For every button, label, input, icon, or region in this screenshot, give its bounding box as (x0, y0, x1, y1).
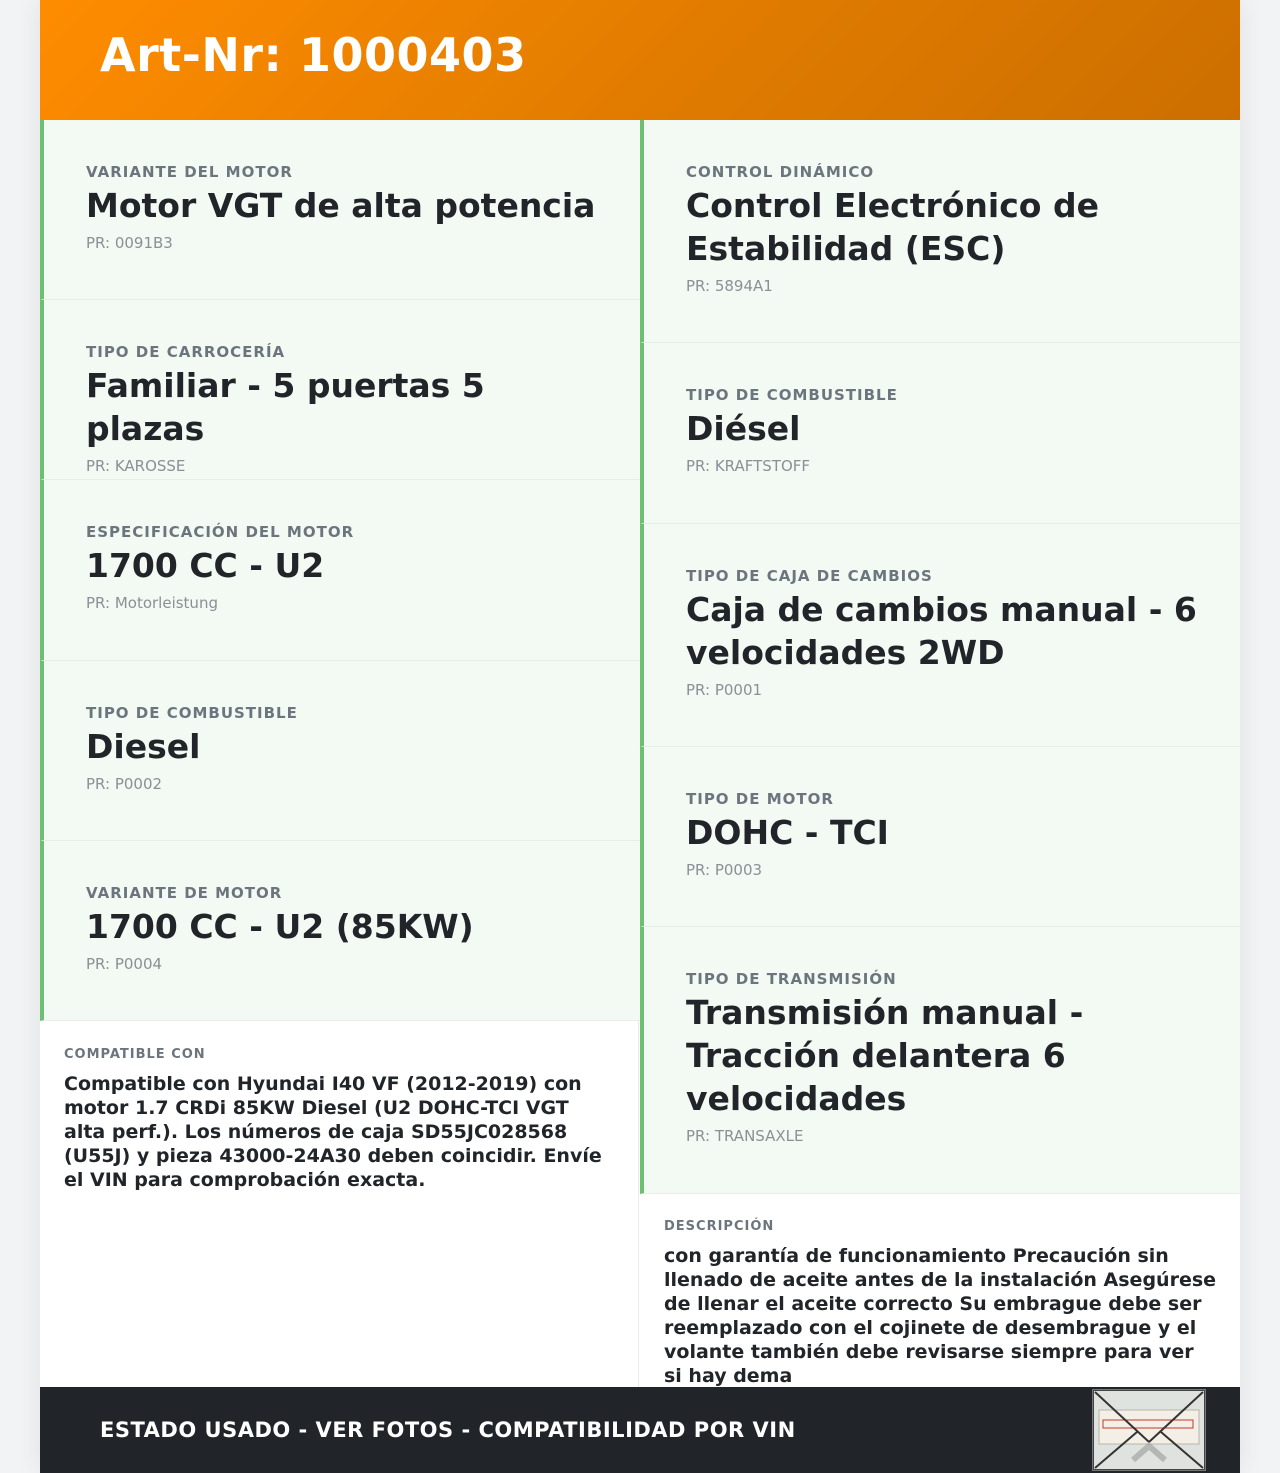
spec-label: TIPO DE COMBUSTIBLE (86, 704, 298, 722)
spec-value: Motor VGT de alta potencia (86, 186, 596, 225)
spec-pr-code: PR: P0002 (86, 775, 163, 793)
spec-value: 1700 CC - U2 (86, 546, 325, 585)
spec-pr-code: PR: P0004 (86, 955, 163, 973)
spec-label: ESPECIFICACIÓN DEL MOTOR (86, 523, 355, 541)
product-sheet (40, 0, 1240, 1473)
spec-value: DOHC - TCI (686, 813, 889, 852)
spec-card-gearbox-type (640, 524, 1240, 747)
spec-card-fuel-type (40, 661, 640, 841)
spec-card-engine-variant-kw (40, 841, 640, 1021)
spec-value: Control Electrónico de Estabilidad (ESC) (686, 186, 1099, 268)
right-spec-column (640, 120, 1240, 1194)
spec-label: TIPO DE MOTOR (686, 790, 834, 808)
spec-value: Diésel (686, 409, 801, 448)
spec-label: TIPO DE COMBUSTIBLE (686, 386, 898, 404)
spec-pr-code: PR: 0091B3 (86, 234, 173, 252)
article-number-title: Art-Nr: 1000403 (100, 28, 527, 82)
spec-card-dynamic-control (640, 120, 1240, 343)
envelope-label-photo-icon[interactable] (1092, 1389, 1206, 1471)
left-spec-column (40, 120, 640, 1021)
spec-pr-code: PR: TRANSAXLE (686, 1127, 804, 1145)
spec-pr-code: PR: P0003 (686, 861, 763, 879)
spec-value: Caja de cambios manual - 6 velocidades 2WD (686, 590, 1197, 672)
spec-label: CONTROL DINÁMICO (686, 163, 875, 181)
footer-status-text: ESTADO USADO - VER FOTOS - COMPATIBILIDAD POR VIN (100, 1418, 796, 1442)
spec-pr-code: PR: 5894A1 (686, 277, 773, 295)
header-banner (40, 0, 1240, 120)
spec-label: VARIANTE DEL MOTOR (86, 163, 293, 181)
spec-card-body-type (40, 300, 640, 480)
envelope-thumbnail-graphic (1093, 1390, 1205, 1470)
spec-value: Familiar - 5 puertas 5 plazas (86, 366, 485, 448)
spec-card-engine-type (640, 747, 1240, 927)
spec-pr-code: PR: KAROSSE (86, 457, 186, 475)
compatibility-text: Compatible con Hyundai I40 VF (2012-2019) con motor 1.7 CRDi 85KW Diesel (U2 DOHC-TCI VGT alta perf.). Los números de caja SD55JC028568 (U55J) y pieza 43000-24A30 deben coincidir. Envíe el VIN para comprobación exacta. (64, 1073, 602, 1191)
spec-label: TIPO DE CARROCERÍA (86, 343, 286, 361)
spec-label: TIPO DE TRANSMISIÓN (686, 970, 897, 988)
spec-pr-code: PR: KRAFTSTOFF (686, 457, 811, 475)
spec-card-engine-variant (40, 120, 640, 300)
spec-value: Transmisión manual - Tracción delantera 6 velocidades (686, 993, 1084, 1118)
spec-card-fuel-type-right (640, 343, 1240, 524)
description-text: con garantía de funcionamiento Precaución sin llenado de aceite antes de la instalación Asegúrese de llenar el aceite correcto Su embrague debe ser reemplazado con el cojinete de desembrague y el volante también debe revisarse siempre para ver si hay dema (664, 1245, 1217, 1387)
spec-value: 1700 CC - U2 (85KW) (86, 907, 474, 946)
compatibility-section (40, 1021, 639, 1387)
footer-bar (40, 1387, 1240, 1473)
spec-value: Diesel (86, 727, 201, 766)
spec-label: TIPO DE CAJA DE CAMBIOS (686, 567, 933, 585)
spec-pr-code: PR: P0001 (686, 681, 763, 699)
spec-label: VARIANTE DE MOTOR (86, 884, 283, 902)
spec-pr-code: PR: Motorleistung (86, 594, 218, 612)
description-label: DESCRIPCIÓN (664, 1219, 775, 1234)
spec-card-engine-spec (40, 480, 640, 661)
compatibility-label: COMPATIBLE CON (64, 1047, 206, 1062)
description-section (640, 1194, 1240, 1387)
spec-card-transmission-type (640, 927, 1240, 1194)
